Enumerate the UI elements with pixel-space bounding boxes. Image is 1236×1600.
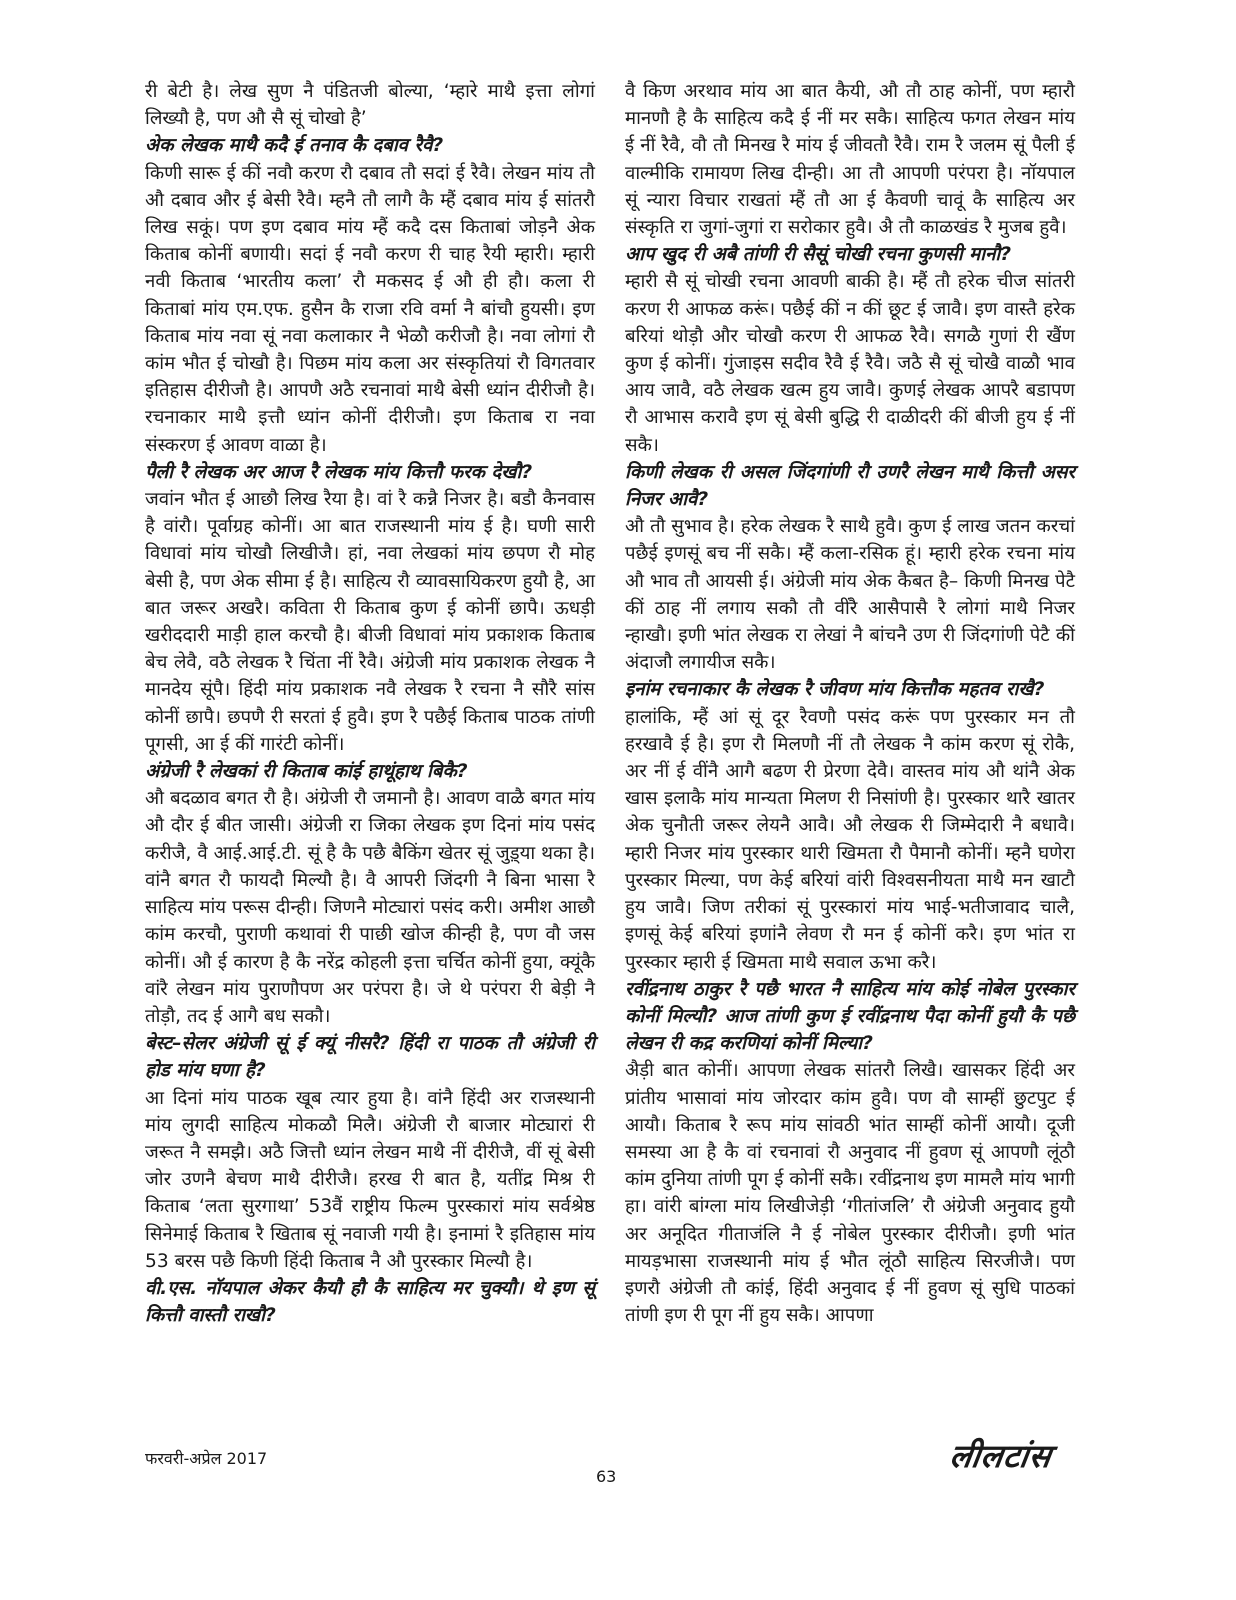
interview-question: आप खुद री अबै तांणी री सैसूं चोखी रचना कुणसी मानौ?	[625, 244, 1012, 266]
paragraph: किणी सारू ई कीं नवौ करण रौ दबाव तौ सदां ई रैवै। लेखन मांय तौ औ दबाव और ई बेसी रैवै। म्हनै तौ लागै कै म्हैं दबाव मांय ई सांतरौ लिख सकूं। पण इण दबाव मांय म्हैं कदै दस किताबां जोड़नै अेक किताब कोनीं बणायी। सदां ई नवौ करण री चाह रैयी म्हारी। म्हारी नवी किताब ‘भारतीय कला’ रौ मकसद ई औ ही हौ। कला री किताबां मांय एम.एफ. हुसैन कै राजा रवि वर्मा नै बांचौ हुयसी। इण किताब मांय नवा सूं नवा कलाकार नै भेळौ करीजौ है। नवा लोगां रौ कांम भौत ई चोखौ है। पिछम मांय कला अर संस्कृतियां रौ विगतवार इतिहास दीरीजौ है। आपणै अठै रचनावां माथै बेसी ध्यांन दीरीजौ है। रचनाकार माथै इत्तौ ध्यांन कोनीं दीरीजौ। इण किताब रा नवा संस्करण ई आवण वाळा है।	[145, 162, 595, 456]
interview-question: अंग्रेजी रै लेखकां री किताब कांई हाथूंहाथ बिकै?	[145, 761, 468, 783]
paragraph: औ बदळाव बगत रौ है। अंग्रेजी रौ जमानौ है। आवण वाळै बगत मांय औ दौर ई बीत जासी। अंग्रेजी रा जिका लेखक इण दिनां मांय पसंद करीजै, वै आई.आई.टी. सूं है कै पछै बैकिंग खेतर सूं जुड़्या थका है। वांनै बगत रौ फायदौ मिल्यौ है। वै आपरी जिंदगी नै बिना भासा रै साहित्य मांय परूस दीन्ही। जिणनै मोट्यारां पसंद करी। अमीश आछौ कांम करचौ, पुराणी कथावां री पाछी खोज कीन्ही है, पण वौ जस कोनीं। औ ई कारण है कै नरेंद्र कोहली इत्ता चर्चित कोनीं हुया, क्यूंकै वांरै लेखन मांय पुराणौपण अर परंपरा है। जे थे परंपरा री बेड़ी नै तोड़ौ, तद ई आगै बध सकौ।	[145, 788, 595, 1027]
interview-question: अेक लेखक माथै कदै ई तनाव कै दबाव रैवै?	[145, 135, 444, 157]
paragraph: म्हारी सै सूं चोखी रचना आवणी बाकी है। म्हैं तौ हरेक चीज सांतरी करण री आफळ करूं। पछैई कीं न कीं छूट ई जावै। इण वास्तै हरेक बरियां थोड़ौ और चोखौ करण री आफळ रैवै। सगळै गुणां री खैंण कुण ई कोनीं। गुंजाइस सदीव रैवै ई रैवै। जठै सै सूं चोखै वाळौ भाव आय जावै, वठै लेखक खत्म हुय जावै। कुणई लेखक आपरै बडापण रौ आभास करावै इण सूं बेसी बुद्धि री दाळीदरी कीं बीजी हुय ई नीं सकै।	[625, 271, 1075, 456]
interview-question: रवींद्रनाथ ठाकुर रै पछै भारत नै साहित्य मांय कोई नोबेल पुरस्कार कोनीं मिल्यौ? आज तांणी कुण ई रवींद्रनाथ पैदा कोनीं हुयौ कै पछै लेखन री कद्र करणियां कोनीं मिल्या?	[625, 978, 1075, 1055]
paragraph: औ तौ सुभाव है। हरेक लेखक रै साथै हुवै। कुण ई लाख जतन करचां पछैई इणसूं बच नीं सकै। म्हैं कला-रसिक हूं। म्हारी हरेक रचना मांय औ भाव तौ आयसी ई। अंग्रेजी मांय अेक कैबत है– किणी मिनख पेटै कीं ठाह नीं लगाय सकौ तौ वींरै आसैपासै रै लोगां माथै निजर न्हाखौ। इणी भांत लेखक रा लेखां नै बांचनै उण री जिंदगांणी पेटै कीं अंदाजौ लगायीज सकै।	[625, 516, 1075, 674]
paragraph: री बेटी है। लेख सुण नै पंडितजी बोल्या, ‘म्हारे माथै इत्ता लोगां लिख्यौ है, पण औ सै सूं चोखो है’	[145, 81, 595, 130]
interview-question: वी.एस. नॉयपाल अेकर कैयौ हौ कै साहित्य मर चुक्यौ। थे इण सूं कित्तौ वास्तौ राखौ?	[145, 1277, 595, 1327]
paragraph: हालांकि, म्हैं आं सूं दूर रैवणौ पसंद करूं पण पुरस्कार मन तौ हरखावै ई है। इण रौ मिलणौ नीं तौ लेखक नै कांम करण सूं रोकै, अर नीं ई वींनै आगै बढण री प्रेरणा देवै। वास्तव मांय औ थांनै अेक खास इलाकै मांय मान्यता मिलण री निसांणी है। पुरस्कार थारै खातर अेक चुनौती जरूर लेयनै आवै। औ लेखक री जिम्मेदारी नै बधावै। म्हारी निजर मांय पुरस्कार थारी खिमता रौ पैमानौ कोनीं। म्हनै घणेरा पुरस्कार मिल्या, पण केई बरियां वांरी विश्वसनीयता माथै मन खाटौ हुय जावै। जिण तरीकां सूं पुरस्कारां मांय भाई-भतीजावाद चालै, इणसूं केई बरियां इणांनै लेवण रौ मन ई कोनीं करै। इण भांत रा पुरस्कार म्हारी ई खिमता माथै सवाल ऊभा करै।	[625, 706, 1075, 973]
right-column	[625, 78, 1075, 1329]
paragraph: वै किण अरथाव मांय आ बात कैयी, औ तौ ठाह कोनीं, पण म्हारौ मानणौ है कै साहित्य कदै ई नीं मर सकै। साहित्य फगत लेखन मांय ई नीं रैवै, वौ तौ मिनख रै मांय ई जीवतौ रैवै। राम रै जलम सूं पैली ई वाल्मीकि रामायण लिख दीन्ही। आ तौ आपणी परंपरा है। नॉयपाल सूं न्यारा विचार राखतां म्हैं तौ आ ई कैवणी चावूं कै साहित्य अर संस्कृति रा जुगां-जुगां रा सरोकार हुवै। अै तौ काळखंड रै मुजब हुवै।	[625, 81, 1075, 239]
paragraph: अैड़ी बात कोनीं। आपणा लेखक सांतरौ लिखै। खासकर हिंदी अर प्रांतीय भासावां मांय जोरदार कांम हुवै। पण वौ साम्हीं छुटपुट ई आयौ। किताब रै रूप मांय सांवठी भांत साम्हीं कोनीं आयौ। दूजी समस्या आ है कै वां रचनावां रौ अनुवाद नीं हुवण सूं आपणौ लूंठौ कांम दुनिया तांणी पूग ई कोनीं सकै। रवींद्रनाथ इण मामलै मांय भागी हा। वांरी बांग्ला मांय लिखीजेड़ी ‘गीतांजलि’ रौ अंग्रेजी अनुवाद हुयौ अर अनूदित गीताजंलि नै ई नोबेल पुरस्कार दीरीजौ। इणी भांत मायड़भासा राजस्थानी मांय ई भौत लूंठौ साहित्य सिरजीजै। पण इणरौ अंग्रेजी तौ कांई, हिंदी अनुवाद ई नीं हुवण सूं सुधि पाठकां तांणी इण री पूग नीं हुय सकै। आपणा	[625, 1060, 1075, 1327]
interview-question: पैली रै लेखक अर आज रै लेखक मांय कित्तौ फरक देखौ?	[145, 461, 533, 483]
issue-date: फरवरी-अप्रेल 2017	[145, 1449, 268, 1468]
paragraph: आ दिनां मांय पाठक खूब त्यार हुया है। वांनै हिंदी अर राजस्थानी मांय लुगदी साहित्य मोकळौ मिलै। अंग्रेजी रौ बाजार मोट्यारां री जरूत नै समझै। अठै जित्तौ ध्यांन लेखन माथै नीं दीरीजै, वीं सूं बेसी जोर उणनै बेचण माथै दीरीजै। हरख री बात है, यतींद्र मिश्र री किताब ‘लता सुरगाथा’ 53वैं राष्ट्रीय फिल्म पुरस्कारां मांय सर्वश्रेष्ठ सिनेमाई किताब रै खिताब सूं नवाजी गयी है। इनामां रै इतिहास मांय 53 बरस पछै किणी हिंदी किताब नै औ पुरस्कार मिल्यौ है।	[145, 1087, 595, 1272]
left-column	[145, 78, 595, 1329]
page-number: 63	[596, 1467, 617, 1486]
interview-question: किणी लेखक री असल जिंदगांणी रौ उणरै लेखन माथै कित्तौ असर निजर आवै?	[625, 461, 1075, 511]
paragraph: जवांन भौत ई आछौ लिख रैया है। वां रै कन्नै निजर है। बडौ कैनवास है वांरौ। पूर्वाग्रह कोनीं। आ बात राजस्थानी मांय ई है। घणी सारी विधावां मांय चोखौ लिखीजै। हां, नवा लेखकां मांय छपण रौ मोह बेसी है, पण अेक सीमा ई है। साहित्य रौ व्यावसायिकरण हुयौ है, आ बात जरूर अखरै। कविता री किताब कुण ई कोनीं छापै। ऊधड़ी खरीददारी माड़ी हाल करचौ है। बीजी विधावां मांय प्रकाशक किताब बेच लेवै, वठै लेखक रै चिंता नीं रैवै। अंग्रेजी मांय प्रकाशक लेखक नै मानदेय सूंपै। हिंदी मांय प्रकाशक नवै लेखक रै रचना नै सौरै सांस कोनीं छापै। छपणै री सरतां ई हुवै। इण रै पछैई किताब पाठक तांणी पूगसी, आ ई कीं गारंटी कोनीं।	[145, 489, 595, 755]
magazine-logo: लीलटांस	[947, 1437, 1055, 1475]
interview-question: बेस्ट–सेलर अंग्रेजी सूं ई क्यूं नीसरै? हिंदी रा पाठक तौ अंग्रेजी री होड मांय घणा है?	[145, 1033, 595, 1082]
interview-question: इनांम रचनाकार कै लेखक रै जीवण मांय कित्तौक महतव राखै?	[625, 679, 1045, 701]
